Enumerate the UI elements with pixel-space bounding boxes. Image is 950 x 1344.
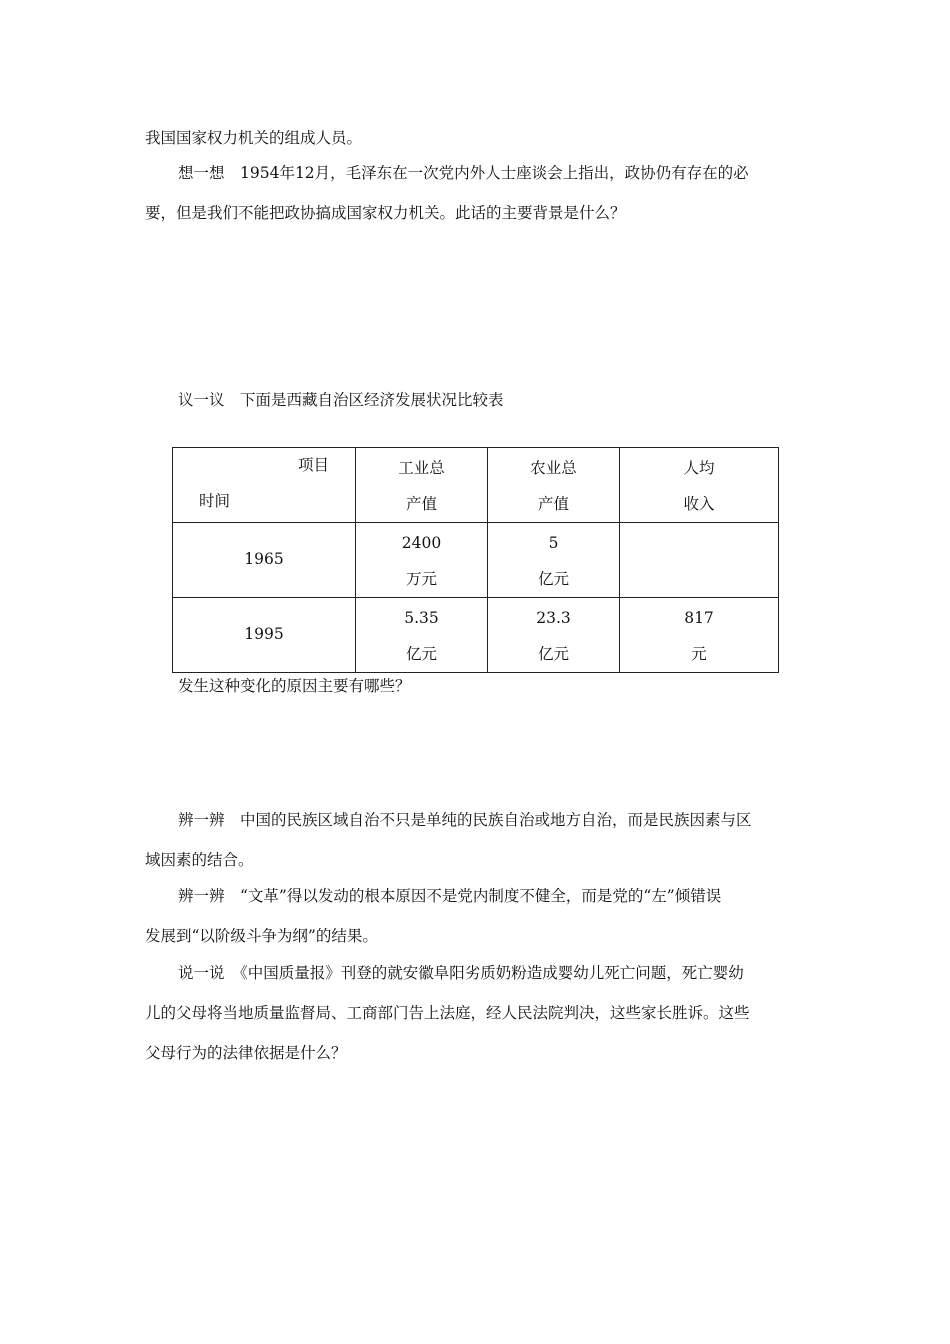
table-cell [356,598,488,673]
header-line: 收入 [683,495,715,513]
table-corner-cell [173,448,356,523]
table-cell [356,523,488,598]
table-header-row [173,448,779,523]
question-speak-cont: 儿的父母将当地质量监督局、工商部门告上法庭，经人民法院判决，这些家长胜诉。这些 [145,1004,750,1022]
year-value: 1965 [244,550,284,568]
cell-unit: 亿元 [537,645,569,663]
table-cell [620,598,779,673]
question-distinguish-2: 辨一辨 “文革”得以发动的根本原因不是党内制度不健全，而是党的“左”倾错误 [178,887,722,905]
question-speak: 说一说 《中国质量报》刊登的就安徽阜阳劣质奶粉造成婴幼儿死亡问题，死亡婴幼 [178,964,744,982]
corner-item-label: 项目 [297,456,329,474]
paragraph-text: 我国国家权力机关的组成人员。 [145,129,363,147]
header-agriculture [488,448,620,523]
question-think: 想一想 1954年12月，毛泽东在一次党内外人士座谈会上指出，政协仍有存在的必 [178,164,749,182]
table-cell [488,598,620,673]
tibet-economy-table [172,447,779,673]
corner-time-label: 时间 [199,492,231,510]
table-cell [488,523,620,598]
table-row [173,523,779,598]
header-line: 工业总 [398,459,445,477]
question-discuss: 议一议 下面是西藏自治区经济发展状况比较表 [178,391,504,409]
header-industry [356,448,488,523]
header-line: 人均 [683,459,715,477]
question-distinguish-1: 辨一辨 中国的民族区域自治不只是单纯的民族自治或地方自治，而是民族因素与区 [178,811,752,829]
cell-value: 23.3 [536,609,571,627]
cell-value: 817 [684,609,714,627]
cell-unit: 亿元 [405,645,437,663]
cell-value: 5 [548,534,559,552]
header-line: 产值 [405,495,437,513]
question-think-cont: 要，但是我们不能把政协搞成国家权力机关。此话的主要背景是什么？ [145,204,626,222]
question-distinguish-1-cont: 域因素的结合。 [145,851,254,869]
table-cell [620,523,779,598]
header-line: 产值 [537,495,569,513]
cell-value: 2400 [401,534,442,552]
header-line: 农业总 [530,459,577,477]
year-cell [173,523,356,598]
year-cell [173,598,356,673]
cell-unit: 元 [691,645,707,663]
question-speak-cont: 父母行为的法律依据是什么？ [145,1044,347,1062]
cell-unit: 亿元 [537,570,569,588]
question-reason: 发生这种变化的原因主要有哪些？ [178,677,411,695]
table-row [173,598,779,673]
question-distinguish-2-cont: 发展到“以阶级斗争为纲”的结果。 [145,927,378,945]
cell-value: 5.35 [404,609,439,627]
header-income [620,448,779,523]
year-value: 1995 [244,625,284,643]
cell-unit: 万元 [405,570,437,588]
